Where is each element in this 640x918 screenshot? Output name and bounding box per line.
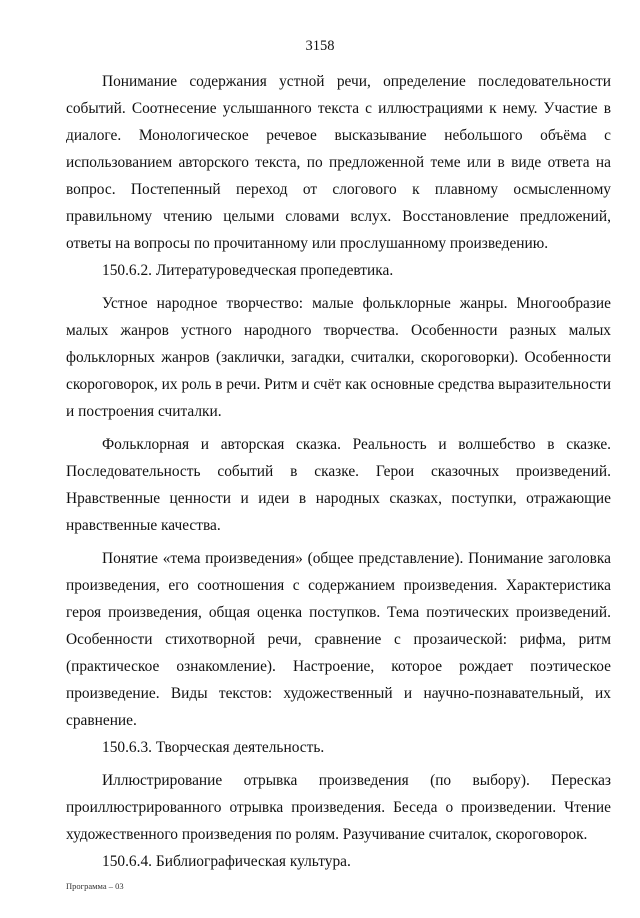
paragraph-illustration: Иллюстрирование отрывка произведения (по выбору). Пересказ проиллюстрированного отрывка произведения. Беседа о произведении. Чтение художественного произведения по ролям. Разучивание считалок, скороговорок. [66,772,611,843]
paragraph-fairy-tales: Фольклорная и авторская сказка. Реальность и волшебство в сказке. Последовательность событий в сказке. Герои сказочных произведений. Нравственные ценности и идеи в народных сказках, поступки, отражающие нравственные качества. [66,436,611,534]
section-heading-literary-propaedeutics: 150.6.2. Литературоведческая пропедевтика. [102,262,394,279]
document-body [66,68,611,875]
paragraph-oral-speech: Понимание содержания устной речи, определение последовательности событий. Соотнесение услышанного текста с иллюстрациями к нему. Участие в диалоге. Монологическое речевое высказывание небольшого объёма с использованием авторского текста, по предложенной теме или в виде ответа на вопрос. Постепенный переход от слогового к плавному осмысленному правильному чтению целыми словами вслух. Восстановление предложений, ответы на вопросы по прочитанному или прослушанному произведению. [66,73,611,252]
section-heading-bibliographic-culture: 150.6.4. Библиографическая культура. [102,853,351,870]
footer-program-label: Программа – 03 [66,881,124,891]
paragraph-folklore-genres: Устное народное творчество: малые фольклорные жанры. Многообразие малых жанров устного народного творчества. Особенности разных малых фольклорных жанров (заклички, загадки, считалки, скороговорки). Особенности скороговорок, их роль в речи. Ритм и счёт как основные средства выразительности и построения считалки. [66,295,611,420]
page-number: 3158 [305,38,335,54]
paragraph-theme-of-work: Понятие «тема произведения» (общее представление). Понимание заголовка произведения, его соотношения с содержанием произведения. Характеристика героя произведения, общая оценка поступков. Тема поэтических произведений. Особенности стихотворной речи, сравнение с прозаической: рифма, ритм (практическое ознакомление). Настроение, которое рождает поэтическое произведение. Виды текстов: художественный и научно-познавательный, их сравнение. [66,550,611,729]
section-heading-creative-activity: 150.6.3. Творческая деятельность. [102,739,325,756]
